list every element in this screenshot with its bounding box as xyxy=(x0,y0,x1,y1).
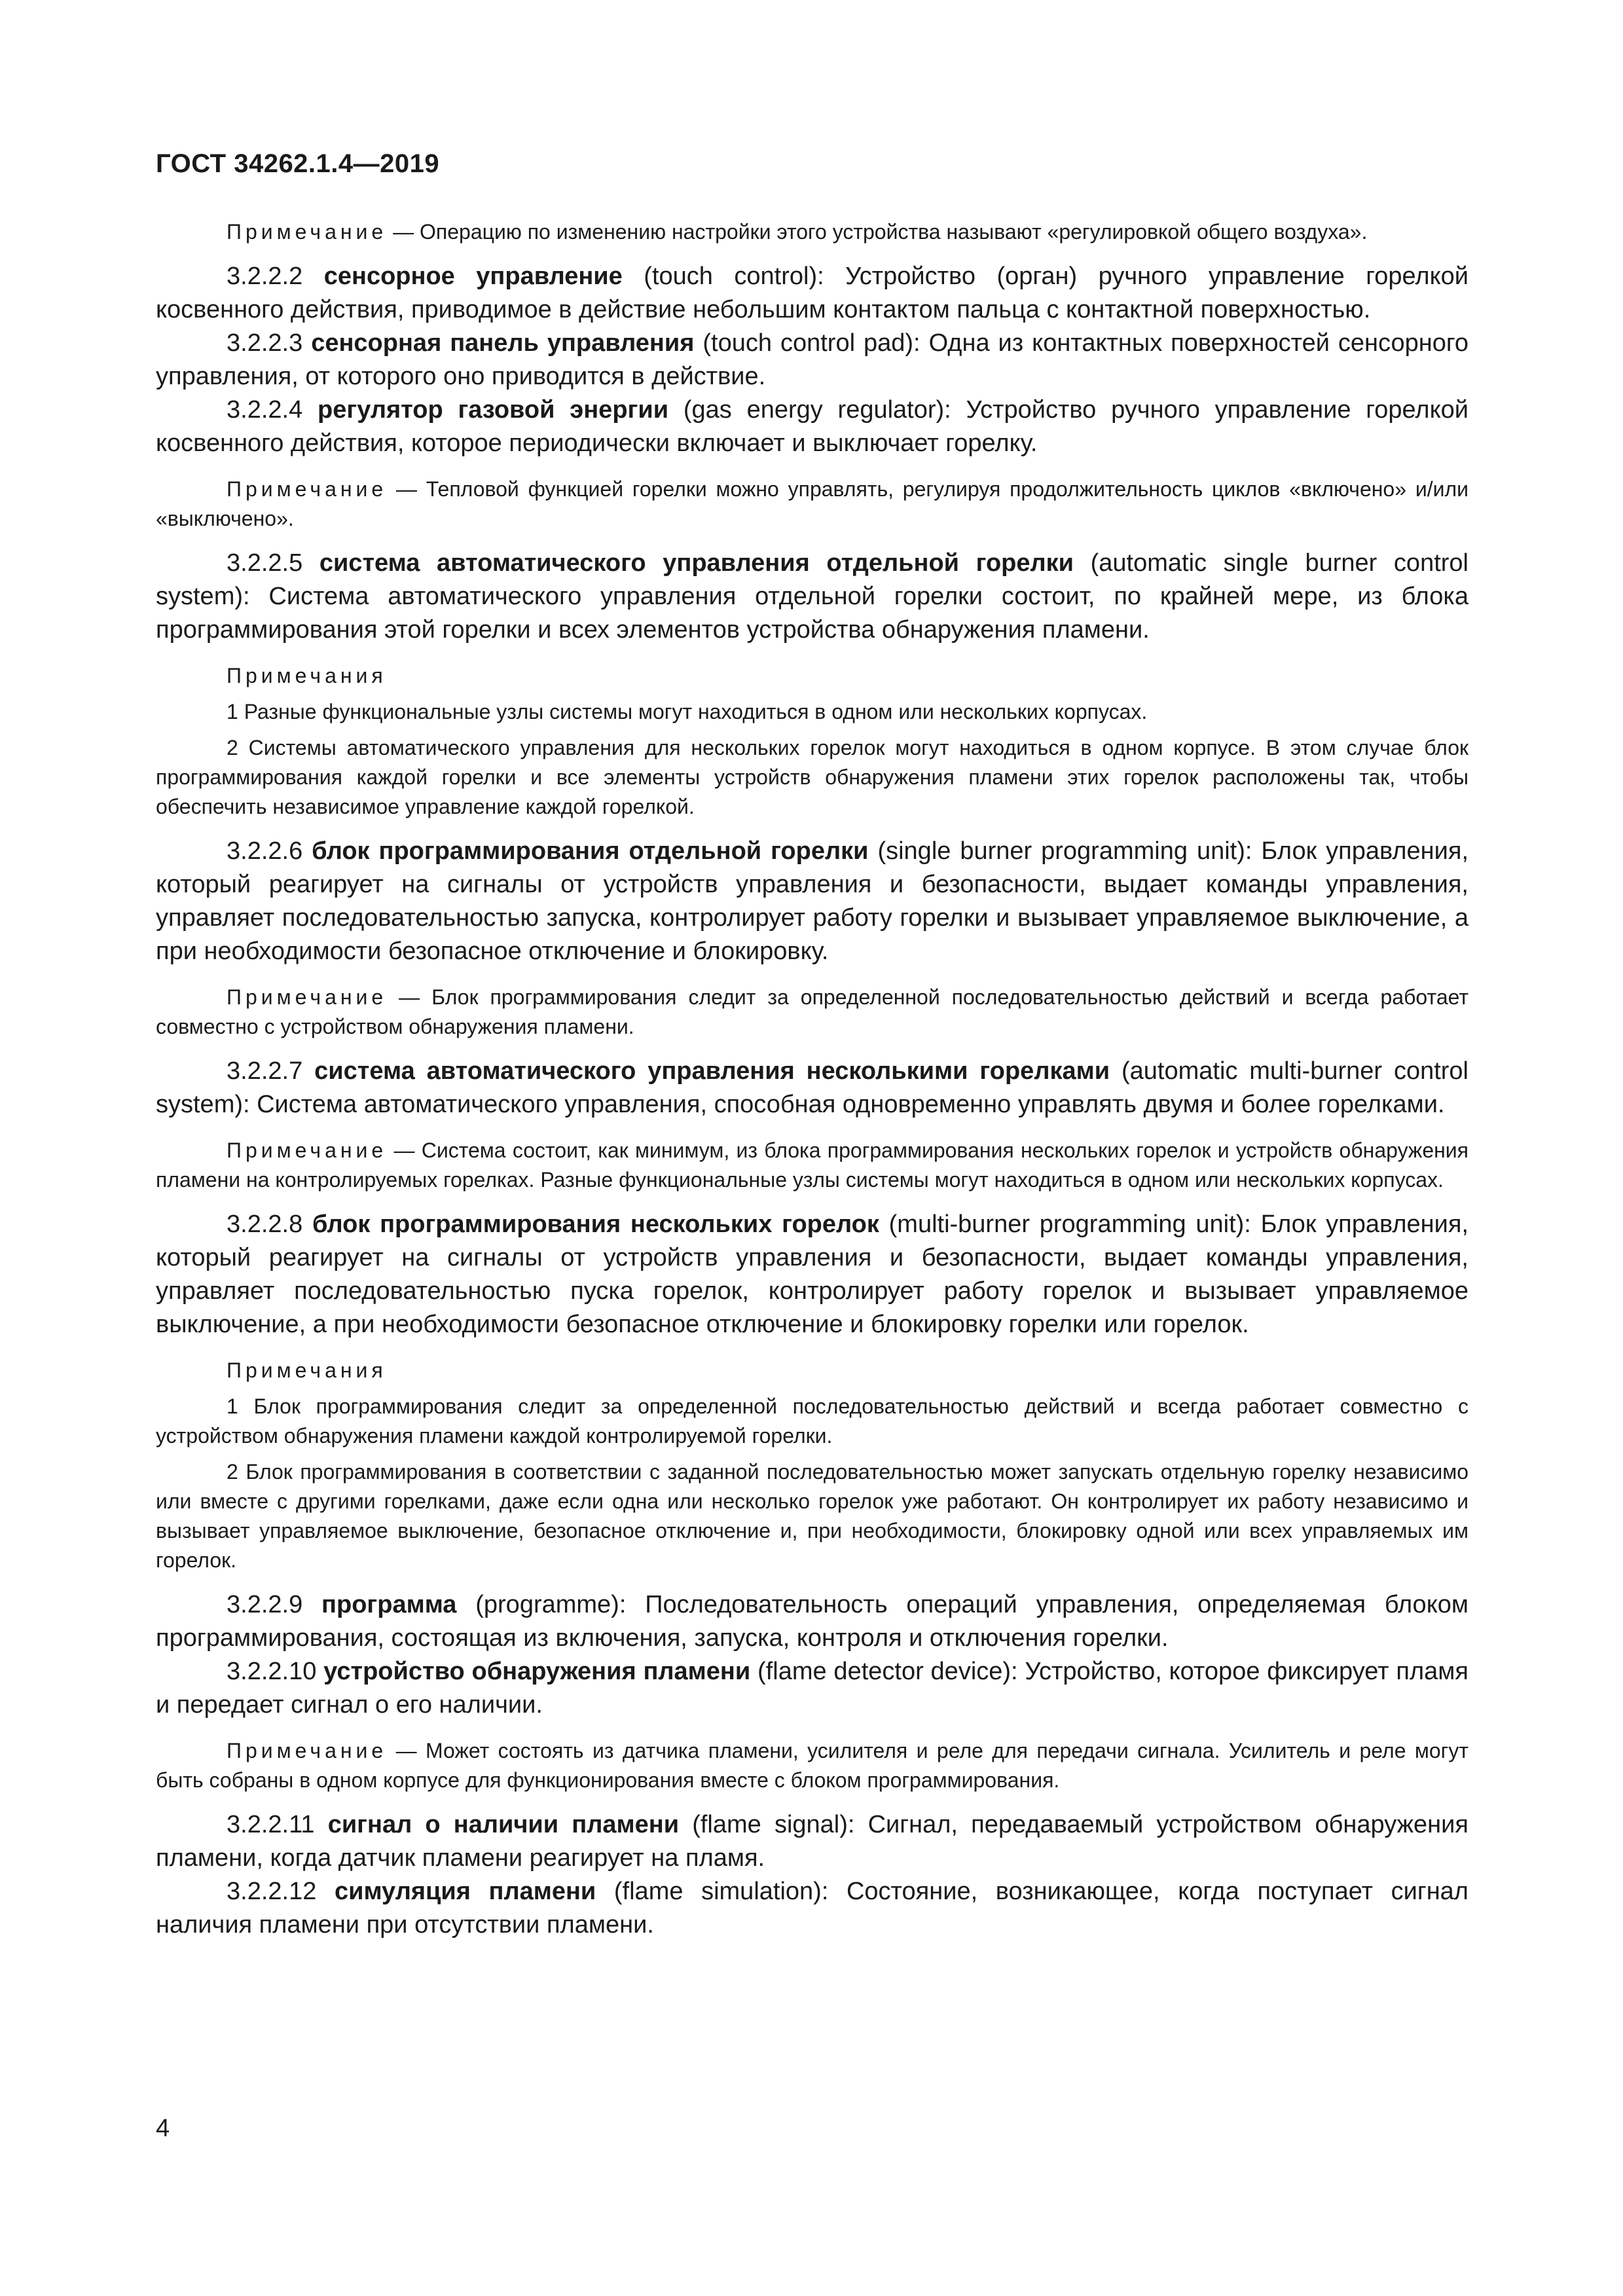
term-definition xyxy=(156,1808,1468,1875)
term-definition xyxy=(156,1055,1468,1121)
term-title: программа xyxy=(321,1591,457,1618)
term-title: регулятор газовой энергии xyxy=(318,396,669,424)
note-item: 1 Разные функциональные узлы системы могут находиться в одном или нескольких корпусах. xyxy=(227,700,1148,723)
term-definition xyxy=(156,1208,1468,1341)
term-number: 3.2.2.4 xyxy=(227,396,303,424)
note xyxy=(156,1136,1468,1195)
term-title: сенсорная панель управления xyxy=(311,329,695,357)
term-body: (flame signal): Сигнал, передаваемый устройством обнаружения пламени, когда датчик пламени реагирует на пламя. xyxy=(156,1811,1468,1872)
note xyxy=(156,217,1468,247)
page-content xyxy=(156,217,1468,1942)
term-title: симуляция пламени xyxy=(334,1878,596,1905)
term-number: 3.2.2.10 xyxy=(227,1658,317,1685)
term-title: блок программирования нескольких горелок xyxy=(312,1211,879,1238)
term-number: 3.2.2.8 xyxy=(227,1211,303,1238)
note-text: — Тепловой функцией горелки можно управлять, регулируя продолжительность циклов «включено» и/или «выключено». xyxy=(156,477,1468,530)
term-title: устройство обнаружения пламени xyxy=(323,1658,751,1685)
term-body: (automatic single burner control system): Система автоматического управления отдельной горелки состоит, по крайней мере, из блока программирования этой горелки и всех элементов устройства обнаружения пламени. xyxy=(156,549,1468,644)
term-number: 3.2.2.12 xyxy=(227,1878,317,1905)
term-title: система автоматического управления несколькими горелками xyxy=(314,1057,1110,1085)
term-body: (touch control): Устройство (орган) ручного управление горелкой косвенного действия, приводимое в действие небольшим контактом пальца с контактной поверхностью. xyxy=(156,263,1468,323)
standard-header: ГОСТ 34262.1.4—2019 xyxy=(156,149,440,178)
note-text: — Операцию по изменению настройки этого устройства называют «регулировкой общего воздуха». xyxy=(387,220,1368,244)
term-title: сигнал о наличии пламени xyxy=(327,1811,680,1838)
term-definition xyxy=(156,327,1468,393)
page-number: 4 xyxy=(156,2115,170,2142)
note xyxy=(156,983,1468,1042)
term-body: (automatic multi-burner control system): Система автоматического управления, способная одновременно управлять двумя и более горелками. xyxy=(156,1057,1469,1118)
term-definition xyxy=(156,260,1468,327)
term-body: (flame simulation): Состояние, возникающее, когда поступает сигнал наличия пламени при отсутствии пламени. xyxy=(156,1878,1468,1939)
note xyxy=(156,475,1468,534)
term-definition xyxy=(156,393,1468,460)
note-item: 1 Блок программирования следит за определенной последовательностью действий и всегда работает совместно с устройством обнаружения пламени каждой контролируемой горелки. xyxy=(156,1394,1468,1448)
term-title: сенсорное управление xyxy=(323,263,623,290)
term-body: (touch control pad): Одна из контактных поверхностей сенсорного управления, от которого оно приводится в действие. xyxy=(156,329,1469,390)
term-body: (multi-burner programming unit): Блок управления, который реагирует на сигналы от устройств управления и безопасности, выдает команды управления, управляет последовательностью пуска горелок, контролирует работу горелок и вызывает управляемое выключение, а при необходимости безопасное отключение и блокировку горелки или горелок. xyxy=(156,1211,1468,1338)
term-title: система автоматического управления отдельной горелки xyxy=(319,549,1074,577)
note-item: 2 Блок программирования в соответствии с заданной последовательностью может запускать отдельную горелку независимо или вместе с другими горелками, даже если одна или несколько горелок уже работают. Он контролирует их работу независимо и вызывает управляемое выключение, безопасное отключение и, при необходимости, блокировку одной или всех управляемых им горелок. xyxy=(156,1460,1468,1572)
term-body: (single burner programming unit): Блок управления, который реагирует на сигналы от устройств управления и безопасности, выдает команды управления, управляет последовательностью запуска, контролирует работу горелки и вызывает управляемое выключение, а при необходимости безопасное отключение и блокировку. xyxy=(156,837,1468,965)
term-definition xyxy=(156,1875,1468,1942)
term-body: (flame detector device): Устройство, которое фиксирует пламя и передает сигнал о его наличии. xyxy=(156,1658,1468,1719)
note-label: Примечание xyxy=(227,1739,388,1762)
notes-heading: Примечания xyxy=(227,1358,387,1382)
note-text: — Система состоит, как минимум, из блока программирования нескольких горелок и устройств обнаружения пламени на контролируемых горелках. Разные функциональные узлы системы могут находиться в одном или нескольких корпусах. xyxy=(156,1139,1468,1192)
note-label: Примечание xyxy=(227,477,388,501)
term-number: 3.2.2.6 xyxy=(227,837,303,865)
note xyxy=(156,1736,1468,1795)
term-number: 3.2.2.11 xyxy=(227,1811,315,1838)
term-body: (programme): Последовательность операций управления, определяемая блоком программирования, состоящая из включения, запуска, контроля и отключения горелки. xyxy=(156,1591,1469,1652)
term-number: 3.2.2.3 xyxy=(227,329,303,357)
term-number: 3.2.2.7 xyxy=(227,1057,303,1085)
note-item: 2 Системы автоматического управления для нескольких горелок могут находиться в одном корпусе. В этом случае блок программирования каждой горелки и все элементы устройств обнаружения пламени этих горелок расположены так, чтобы обеспечить независимое управление каждой горелкой. xyxy=(156,736,1468,818)
note-label: Примечание xyxy=(227,220,388,244)
term-body: (gas energy regulator): Устройство ручного управление горелкой косвенного действия, которое периодически включает и выключает горелку. xyxy=(156,396,1468,457)
term-definition xyxy=(156,835,1468,968)
term-definition xyxy=(156,1588,1468,1655)
term-number: 3.2.2.5 xyxy=(227,549,303,577)
term-definition xyxy=(156,547,1468,647)
term-number: 3.2.2.9 xyxy=(227,1591,303,1618)
term-number: 3.2.2.2 xyxy=(227,263,303,290)
notes-heading: Примечания xyxy=(227,664,387,687)
note-label: Примечание xyxy=(227,1139,388,1162)
note-text: — Блок программирования следит за определенной последовательностью действий и всегда работает совместно с устройством обнаружения пламени. xyxy=(156,985,1468,1038)
term-definition xyxy=(156,1655,1468,1722)
note-text: — Может состоять из датчика пламени, усилителя и реле для передачи сигнала. Усилитель и реле могут быть собраны в одном корпусе для функционирования вместе с блоком программирования. xyxy=(156,1739,1468,1792)
term-title: блок программирования отдельной горелки xyxy=(312,837,869,865)
note-label: Примечание xyxy=(227,985,388,1009)
